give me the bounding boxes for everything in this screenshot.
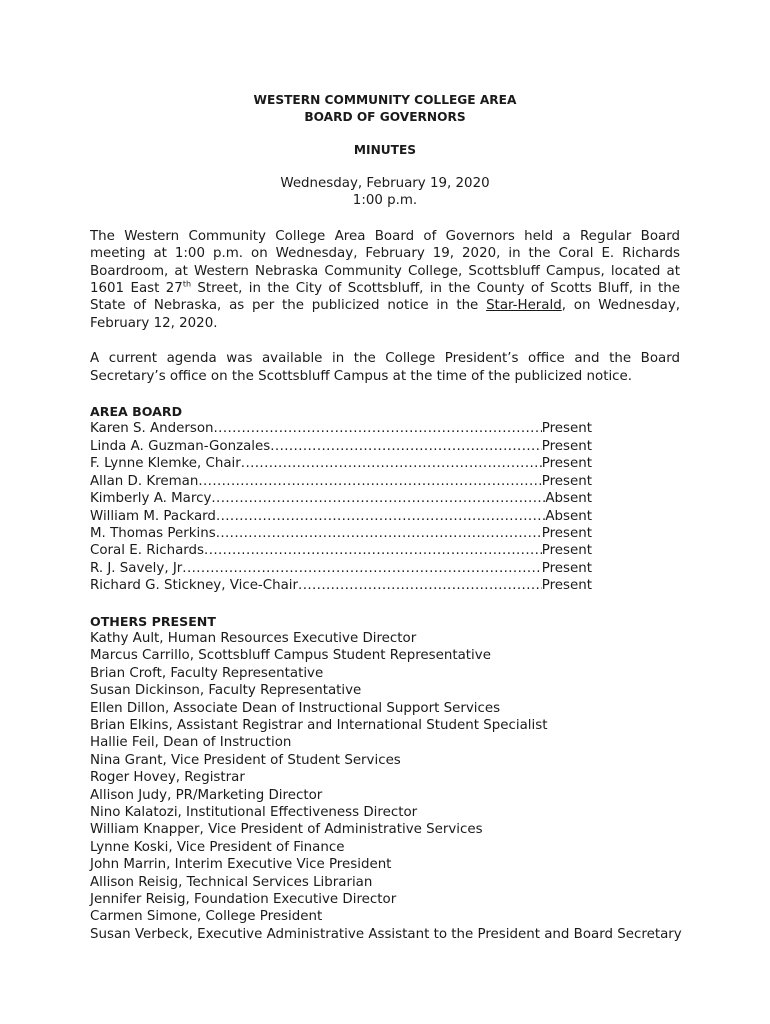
attendance-status: Absent (545, 491, 592, 507)
member-name: F. Lynne Klemke, Chair (90, 456, 241, 472)
roster-row (90, 525, 592, 542)
others-present-list (90, 630, 680, 943)
document-title: MINUTES (353, 143, 417, 157)
newspaper-name: Star-Herald (486, 298, 562, 314)
attendee-line: William Knapper, Vice President of Administrative Services (90, 822, 483, 838)
area-board-roster (90, 420, 680, 594)
attendance-status: Absent (545, 508, 592, 524)
attendance-status: Present (541, 578, 592, 594)
roster-row (90, 560, 592, 577)
attendance-status: Present (541, 456, 592, 472)
org-name-line2: BOARD OF GOVERNORS (304, 110, 466, 124)
dot-leader (204, 542, 542, 559)
attendee-line: Roger Hovey, Registrar (90, 770, 245, 786)
dot-leader (211, 490, 545, 507)
others-present-heading: OTHERS PRESENT (90, 613, 216, 629)
attendance-status: Present (541, 421, 592, 437)
roster-row (90, 508, 592, 525)
ordinal-suffix: th (182, 279, 192, 289)
intro-text-part1: The Western Community College Area Board of Governors held a Regular Board meeting at 1:00 p.m. on Wednesday, February 19, 2020, in the Coral E. Richards Boardroom, at Western Nebraska Community College, Scottsbluff Campus, located at 1601 East 27 (90, 228, 680, 297)
attendee-line: Lynne Koski, Vice President of Finance (90, 839, 345, 855)
attendee-line: Nino Kalatozi, Institutional Effectiveness Director (90, 805, 418, 820)
dot-leader (182, 560, 541, 577)
attendee-line: Nina Grant, Vice President of Student Services (90, 752, 401, 768)
meeting-time: 1:00 p.m. (352, 193, 418, 209)
roster-row (90, 455, 592, 472)
roster-row (90, 542, 592, 559)
member-name: Coral E. Richards (90, 543, 205, 559)
attendance-status: Present (541, 473, 592, 489)
dot-leader (216, 508, 545, 525)
dot-leader (241, 455, 542, 472)
dot-leader (216, 525, 542, 542)
member-name: Allan D. Kreman (90, 473, 199, 489)
attendee-line: John Marrin, Interim Executive Vice President (90, 857, 392, 873)
attendee-line: Carmen Simone, College President (90, 909, 323, 925)
member-name: Kimberly A. Marcy (90, 491, 212, 507)
attendee-line: Jennifer Reisig, Foundation Executive Director (90, 892, 397, 908)
attendee-line: Susan Dickinson, Faculty Representative (90, 683, 362, 699)
roster-row (90, 473, 592, 490)
dot-leader (298, 577, 542, 594)
dot-leader (214, 420, 542, 437)
intro-text-part2: Street, in the City of Scottsbluff, in the County of Scotts Bluff, in the State of Nebraska, as per the publicized notice in the (90, 281, 680, 314)
agenda-note: A current agenda was available in the College President’s office and the Board Secretary’s office on the Scottsbluff Campus at the time of the publicized notice. (90, 351, 680, 384)
attendance-status: Present (541, 543, 592, 559)
org-name-line1: WESTERN COMMUNITY COLLEGE AREA (253, 93, 517, 107)
roster-row (90, 438, 592, 455)
roster-row (90, 490, 592, 507)
attendee-line: Hallie Feil, Dean of Instruction (90, 735, 292, 751)
attendance-status: Present (541, 438, 592, 454)
attendee-line: Marcus Carrillo, Scottsbluff Campus Student Representative (90, 648, 491, 664)
roster-row (90, 577, 592, 594)
roster-row (90, 420, 592, 437)
member-name: Richard G. Stickney, Vice-Chair (90, 578, 299, 594)
member-name: M. Thomas Perkins (90, 525, 216, 541)
dot-leader (198, 473, 541, 490)
member-name: William M. Packard (90, 508, 216, 524)
dot-leader (270, 438, 542, 455)
area-board-heading: AREA BOARD (90, 404, 183, 420)
attendance-status: Present (541, 525, 592, 541)
attendance-status: Present (541, 560, 592, 576)
attendee-line: Brian Elkins, Assistant Registrar and International Student Specialist (90, 717, 548, 733)
member-name: R. J. Savely, Jr (90, 560, 183, 576)
minutes-page (90, 92, 680, 943)
attendee-line: Kathy Ault, Human Resources Executive Director (90, 630, 417, 646)
intro-paragraph (90, 228, 680, 332)
attendee-line: Allison Judy, PR/Marketing Director (90, 787, 323, 803)
member-name: Linda A. Guzman-Gonzales (90, 438, 271, 454)
attendee-line: Ellen Dillon, Associate Dean of Instructional Support Services (90, 700, 501, 716)
intro-text-part3: , on Wednesday, February 12, 2020. (90, 298, 681, 331)
attendee-line: Susan Verbeck, Executive Administrative Assistant to the President and Board Secretary (90, 926, 682, 942)
attendee-line: Brian Croft, Faculty Representative (90, 665, 324, 681)
member-name: Karen S. Anderson (90, 421, 214, 437)
meeting-date: Wednesday, February 19, 2020 (280, 176, 490, 191)
attendee-line: Allison Reisig, Technical Services Librarian (90, 874, 373, 890)
